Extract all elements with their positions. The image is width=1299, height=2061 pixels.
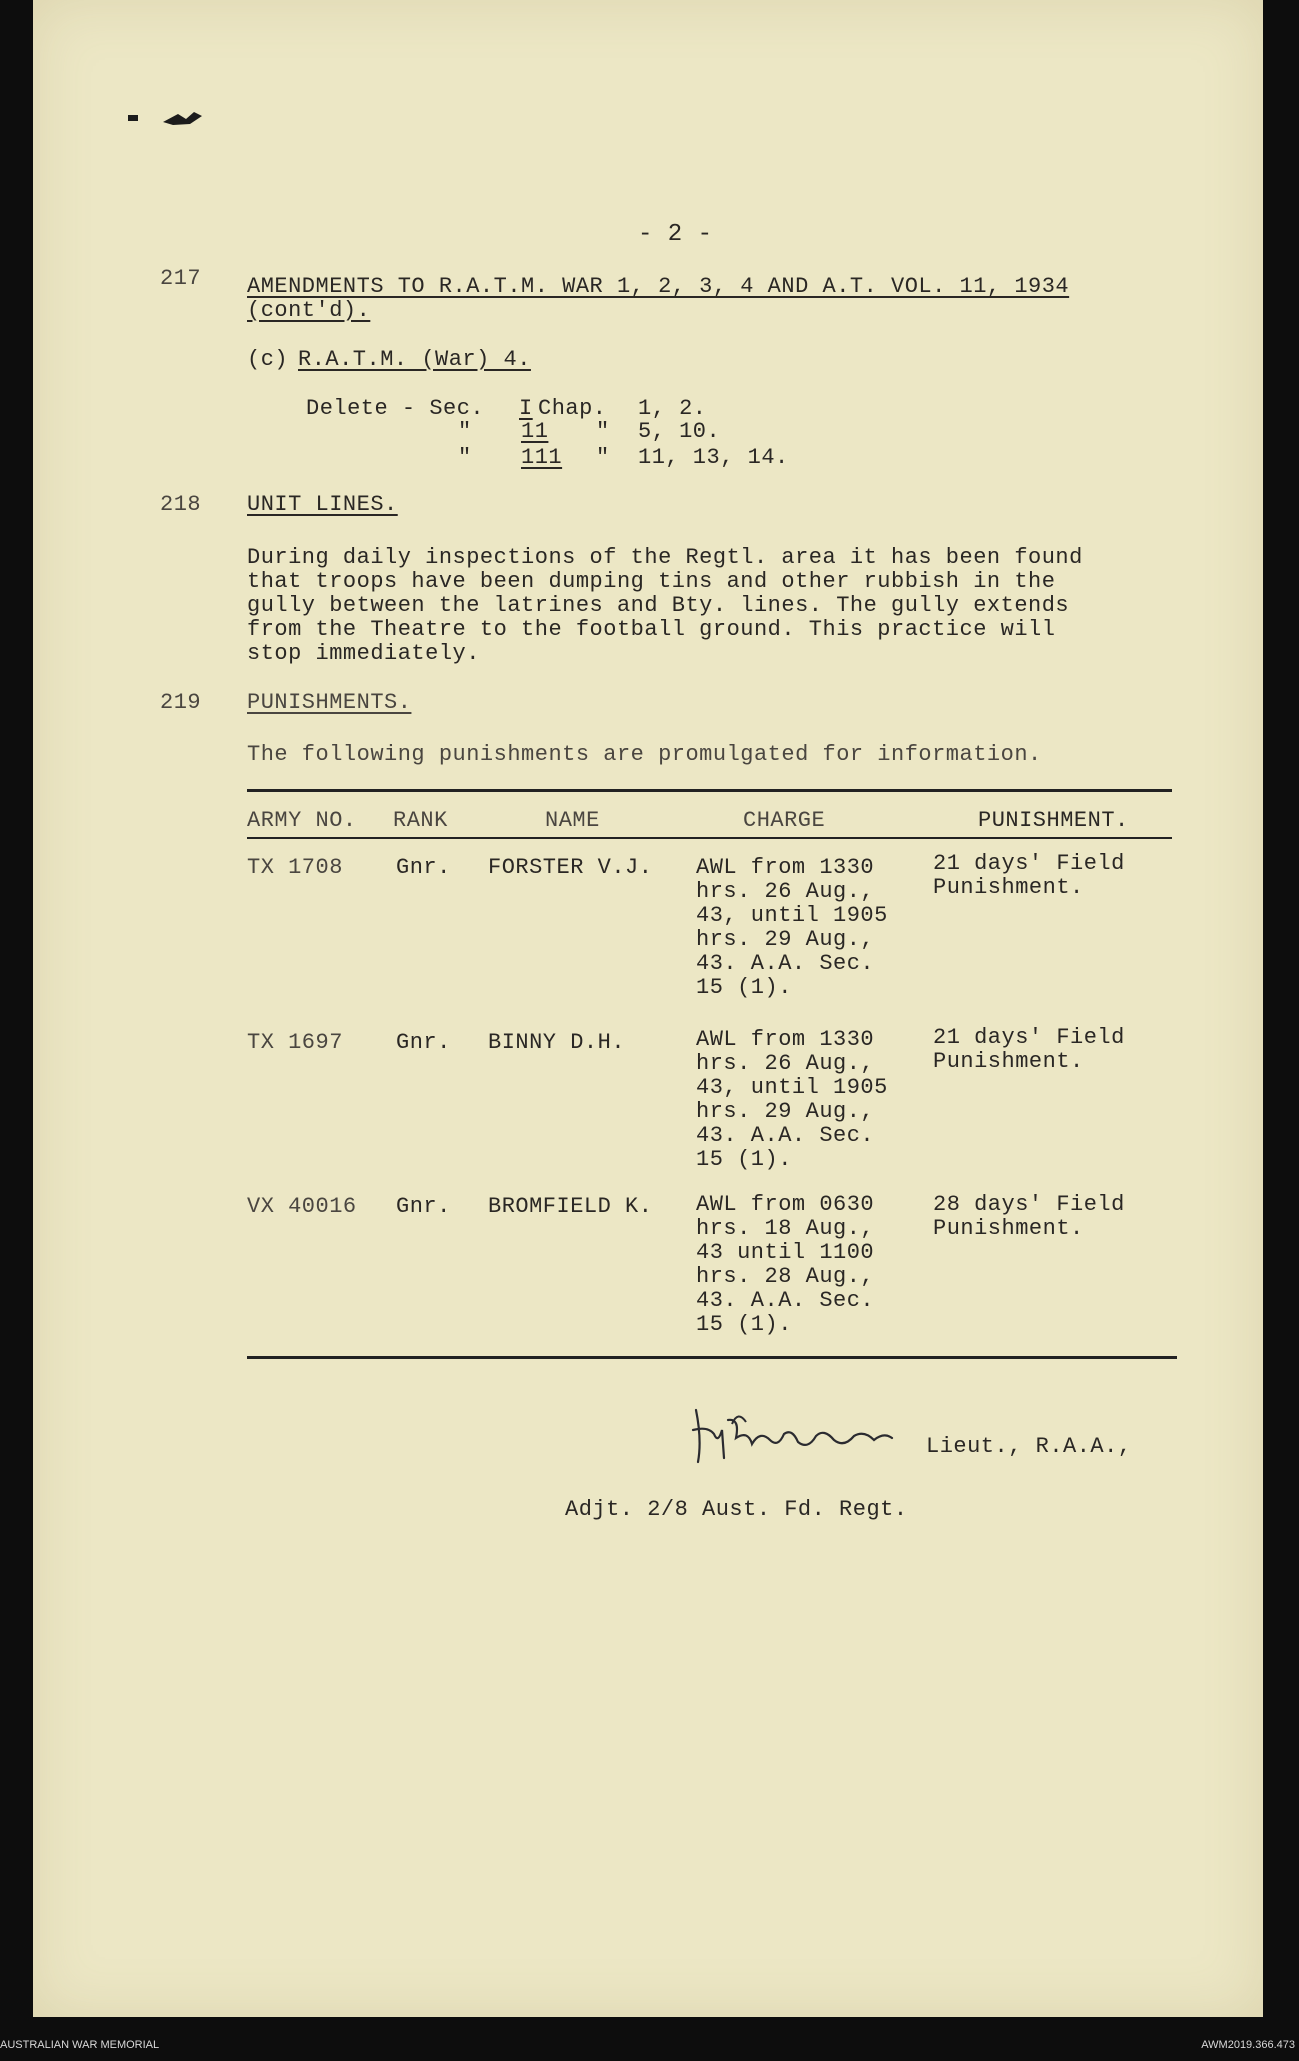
row-2-charge-1: AWL from 1330 <box>696 1027 875 1052</box>
row-2-punishment-2: Punishment. <box>933 1049 1084 1074</box>
row-3-charge-3: 43 until 1100 <box>696 1240 875 1265</box>
delete-line-3-sec: 111 <box>521 445 563 470</box>
header-charge: CHARGE <box>743 808 826 833</box>
section-218-number: 218 <box>160 492 202 517</box>
row-1-charge-2: hrs. 26 Aug., <box>696 879 875 904</box>
footer-accession: AWM2019.366.473 <box>1201 2039 1295 2051</box>
section-219-intro: The following punishments are promulgated for information. <box>247 742 1042 767</box>
section-218-body-line-1: During daily inspections of the Regtl. area it has been found <box>247 545 1083 570</box>
table-bottom-rule <box>247 1356 1177 1359</box>
document-page <box>33 0 1263 2017</box>
section-218-body-line-2: that troops have been dumping tins and other rubbish in the <box>247 569 1056 594</box>
row-3-rank: Gnr. <box>396 1194 451 1219</box>
delete-line-2-refs: 5, 10. <box>638 419 721 444</box>
delete-line-1-sec: I <box>519 396 533 421</box>
row-2-name: BINNY D.H. <box>488 1030 626 1055</box>
section-218-body-line-4: from the Theatre to the football ground. This practice will <box>247 617 1056 642</box>
row-3-charge-4: hrs. 28 Aug., <box>696 1264 875 1289</box>
delete-line-1-lead: Delete - Sec. <box>306 396 485 421</box>
header-name: NAME <box>545 808 600 833</box>
table-top-rule <box>247 789 1172 792</box>
row-2-rank: Gnr. <box>396 1030 451 1055</box>
ink-speck-mark <box>128 110 202 126</box>
header-army-no: ARMY NO. <box>247 808 357 833</box>
signatory-rank: Lieut., R.A.A., <box>926 1434 1132 1459</box>
row-3-charge-1: AWL from 0630 <box>696 1192 875 1217</box>
signatory-appointment: Adjt. 2/8 Aust. Fd. Regt. <box>565 1497 908 1522</box>
row-1-charge-6: 15 (1). <box>696 975 792 1000</box>
row-1-charge-4: hrs. 29 Aug., <box>696 927 875 952</box>
section-218-body-line-5: stop immediately. <box>247 641 480 666</box>
header-punishment: PUNISHMENT. <box>978 808 1129 833</box>
section-217-sub-prefix: (c) <box>247 347 289 372</box>
header-rank: RANK <box>393 808 448 833</box>
section-218-body-line-3: gully between the latrines and Bty. lines. The gully extends <box>247 593 1070 618</box>
row-2-charge-4: hrs. 29 Aug., <box>696 1099 875 1124</box>
row-1-name: FORSTER V.J. <box>488 855 653 880</box>
delete-line-3-lead: " <box>458 445 472 470</box>
row-3-charge-5: 43. A.A. Sec. <box>696 1288 875 1313</box>
delete-line-2-chap: " <box>596 419 610 444</box>
delete-line-2-lead: " <box>458 419 472 444</box>
delete-line-1-chap: Chap. <box>538 396 607 421</box>
section-217-sub-heading: R.A.T.M. (War) 4. <box>298 347 531 372</box>
section-217-title: AMENDMENTS TO R.A.T.M. WAR 1, 2, 3, 4 AND A.T. VOL. 11, 1934 <box>247 274 1070 299</box>
row-2-charge-6: 15 (1). <box>696 1147 792 1172</box>
row-3-charge-2: hrs. 18 Aug., <box>696 1216 875 1241</box>
row-1-charge-3: 43, until 1905 <box>696 903 888 928</box>
row-1-punishment-1: 21 days' Field <box>933 851 1125 876</box>
row-3-punishment-1: 28 days' Field <box>933 1192 1125 1217</box>
table-header-rule <box>247 837 1172 839</box>
row-1-rank: Gnr. <box>396 855 451 880</box>
row-2-punishment-1: 21 days' Field <box>933 1025 1125 1050</box>
row-3-charge-6: 15 (1). <box>696 1312 792 1337</box>
delete-line-1-refs: 1, 2. <box>638 396 707 421</box>
row-3-punishment-2: Punishment. <box>933 1216 1084 1241</box>
section-217-title-cont: (cont'd). <box>247 298 371 323</box>
section-218-title: UNIT LINES. <box>247 492 398 517</box>
row-2-charge-3: 43, until 1905 <box>696 1075 888 1100</box>
section-219-title: PUNISHMENTS. <box>247 690 412 715</box>
delete-line-2-sec: 11 <box>521 419 549 444</box>
row-2-army-no: TX 1697 <box>247 1030 343 1055</box>
row-1-charge-5: 43. A.A. Sec. <box>696 951 875 976</box>
delete-line-3-chap: " <box>596 445 610 470</box>
footer-institution: AUSTRALIAN WAR MEMORIAL <box>0 2039 160 2051</box>
row-2-charge-5: 43. A.A. Sec. <box>696 1123 875 1148</box>
row-3-name: BROMFIELD K. <box>488 1194 653 1219</box>
row-3-army-no: VX 40016 <box>247 1194 357 1219</box>
section-219-number: 219 <box>160 690 202 715</box>
section-217-number: 217 <box>160 266 202 291</box>
row-1-punishment-2: Punishment. <box>933 875 1084 900</box>
page-number: - 2 - <box>638 221 713 248</box>
handwritten-signature <box>688 1400 938 1470</box>
delete-line-3-refs: 11, 13, 14. <box>638 445 789 470</box>
row-2-charge-2: hrs. 26 Aug., <box>696 1051 875 1076</box>
row-1-army-no: TX 1708 <box>247 855 343 880</box>
row-1-charge-1: AWL from 1330 <box>696 855 875 880</box>
